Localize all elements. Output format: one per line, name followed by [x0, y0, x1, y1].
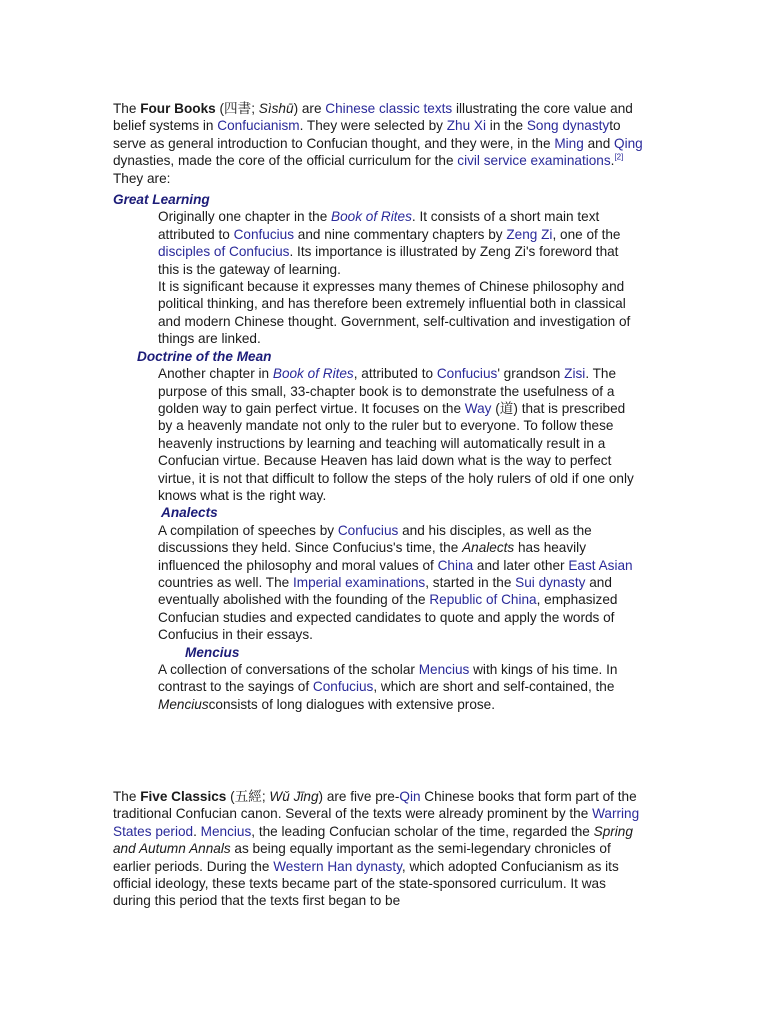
- text: in the: [486, 118, 527, 134]
- text: ' grandson: [497, 366, 565, 382]
- text: Another chapter in: [158, 366, 273, 382]
- heading-analects: Analects: [161, 505, 218, 521]
- five-classics-section: [113, 788, 643, 910]
- cjk-sishu: 四書: [224, 101, 252, 116]
- four-books-intro: [113, 100, 643, 187]
- italic-spring-and-autumn-annals: Spring and Autumn Annals: [113, 823, 633, 857]
- text: and: [583, 135, 615, 151]
- text: and his disciples, as well as the discussions they held. Since Confucius's time, the: [158, 522, 592, 556]
- reference-link[interactable]: [2]: [614, 152, 624, 162]
- text: A compilation of speeches by: [158, 522, 338, 538]
- text: (: [491, 400, 500, 416]
- text: and nine commentary chapters by: [294, 226, 507, 242]
- link-republic-of-china[interactable]: Republic of China: [429, 592, 537, 608]
- doctrine-paragraph: [158, 365, 643, 504]
- heading-doctrine-of-the-mean: Doctrine of the Mean: [137, 348, 272, 364]
- text: , which are short and self-contained, the: [373, 679, 615, 695]
- romanization-wujing: Wǔ Jīng: [269, 789, 319, 804]
- link-way[interactable]: Way: [464, 400, 492, 416]
- text: dynasties, made the core of the official curriculum for the: [113, 153, 458, 169]
- cjk-wujing: 五經: [234, 789, 262, 804]
- link-civil-service-examinations[interactable]: civil service examinations: [457, 153, 611, 169]
- text: ;: [261, 789, 270, 804]
- text: , which adopted Confucianism as its official ideology, these texts became part of the state-sponsored curriculum. It was during this period that the texts first began to be: [113, 858, 619, 909]
- great-learning-paragraph-1: [158, 208, 643, 278]
- link-text: Book of Rites: [331, 209, 412, 225]
- link-zeng-zi[interactable]: Zeng Zi: [506, 226, 553, 242]
- text: consists of long dialogues with extensive prose.: [208, 696, 496, 712]
- link-sui-dynasty[interactable]: Sui dynasty: [515, 574, 586, 590]
- text: ) that is prescribed by a heavenly mandate not only to the ruler but to everyone. To follow these heavenly instructions by learning and teaching will automatically result in a Confucian virtue. Because Heaven has laid down what is the way to perfect virtue, it is not that difficult to follow the steps of the holy rulers of old if one only knows what is the right way.: [158, 400, 634, 503]
- five-classics-term: Five Classics: [140, 789, 227, 804]
- text: , one of the: [552, 226, 621, 242]
- link-zisi[interactable]: Zisi: [564, 366, 586, 382]
- link-confucius[interactable]: Confucius: [233, 226, 295, 242]
- text: (: [215, 101, 225, 116]
- link-confucius[interactable]: Confucius: [312, 679, 374, 695]
- text: .: [610, 153, 615, 169]
- link-confucius[interactable]: Confucius: [436, 366, 498, 382]
- text: The: [113, 789, 141, 804]
- link-text: Book of Rites: [272, 366, 354, 382]
- cjk-dao: 道: [499, 400, 514, 416]
- link-qin[interactable]: Qin: [399, 789, 421, 804]
- text: . The purpose of this small, 33-chapter book is to demonstrate the usefulness of a golden way to gain perfect virtue. It focuses on the: [158, 366, 617, 416]
- text: has heavily influenced the philosophy and moral values of: [158, 540, 587, 573]
- text: illustrating the core value and belief systems in: [113, 101, 633, 134]
- link-china[interactable]: China: [437, 557, 474, 573]
- link-confucius[interactable]: Confucius: [337, 522, 399, 538]
- analects-paragraph: [158, 522, 643, 644]
- text: as being equally important as the semi-legendary chronicles of earlier periods. During the: [113, 841, 611, 874]
- great-learning-paragraph-2: It is significant because it expresses many themes of Chinese philosophy and political thinking, and has therefore been extremely influential both in classical and modern Chinese thought. Government, self-cultivation and investigation of things are linked.: [158, 279, 631, 347]
- text: . It consists of a short main text attributed to: [158, 209, 600, 242]
- text: and eventually abolished with the founding of the: [158, 574, 612, 608]
- text: (: [226, 789, 235, 804]
- link-chinese-classic-texts[interactable]: Chinese classic texts: [325, 101, 453, 116]
- analects-description: [158, 522, 643, 644]
- text: with kings of his time. In contrast to the sayings of: [158, 662, 618, 695]
- text: A collection of conversations of the scholar: [158, 662, 419, 677]
- text: Chinese books that form part of the traditional Confucian canon. Several of the texts were already prominent by the: [113, 789, 637, 822]
- text: to serve as general introduction to Confucian thought, and they were, in the: [113, 118, 621, 151]
- link-mencius[interactable]: Mencius: [418, 662, 470, 677]
- link-book-of-rites[interactable]: [273, 366, 354, 381]
- link-mencius[interactable]: Mencius: [200, 823, 252, 839]
- italic-analects: Analects: [462, 540, 515, 556]
- heading-great-learning: Great Learning: [113, 192, 210, 208]
- text: ;: [251, 101, 259, 116]
- link-imperial-examinations[interactable]: Imperial examinations: [293, 574, 426, 590]
- text: , the leading Confucian scholar of the time, regarded the: [251, 823, 594, 839]
- text: countries as well. The: [158, 574, 293, 590]
- link-disciples-of-confucius[interactable]: disciples of Confucius: [158, 244, 290, 260]
- romanization-sishu: Sìshū: [258, 101, 294, 116]
- italic-mencius: Mencius: [158, 696, 209, 712]
- link-western-han-dynasty[interactable]: Western Han dynasty: [273, 858, 402, 874]
- text: ) are five pre-: [318, 789, 400, 804]
- text: , emphasized Confucian studies and expected candidates to quote and apply the words of Confucius in their essays.: [158, 592, 618, 643]
- text: Originally one chapter in the: [158, 209, 332, 225]
- text: . They were selected by: [299, 118, 447, 134]
- link-book-of-rites[interactable]: [331, 209, 412, 224]
- heading-mencius: Mencius: [185, 644, 240, 660]
- link-ming[interactable]: Ming: [554, 135, 584, 151]
- document-body: [113, 100, 643, 713]
- text: and later other: [473, 557, 569, 573]
- link-qing[interactable]: Qing: [614, 135, 643, 151]
- link-warring-states-period[interactable]: Warring States period: [113, 806, 640, 839]
- great-learning-description: [158, 208, 643, 347]
- text: , attributed to: [353, 366, 437, 382]
- link-confucianism[interactable]: Confucianism: [217, 118, 300, 134]
- text: . Its importance is illustrated by Zeng Zi's foreword that this is the gateway of learning.: [158, 244, 619, 277]
- four-books-term: Four Books: [140, 101, 216, 116]
- link-zhu-xi[interactable]: Zhu Xi: [446, 118, 487, 134]
- five-classics-paragraph: [113, 788, 643, 910]
- text: ) are: [293, 101, 326, 116]
- doctrine-description: [158, 365, 643, 504]
- link-song-dynasty[interactable]: Song dynasty: [526, 118, 610, 134]
- mencius-description: [158, 661, 643, 713]
- text: , started in the: [425, 574, 516, 590]
- mencius-paragraph: [158, 661, 643, 713]
- text: They are:: [113, 170, 171, 186]
- link-east-asian[interactable]: East Asian: [568, 557, 633, 573]
- text: The: [113, 101, 141, 116]
- text: .: [193, 823, 201, 839]
